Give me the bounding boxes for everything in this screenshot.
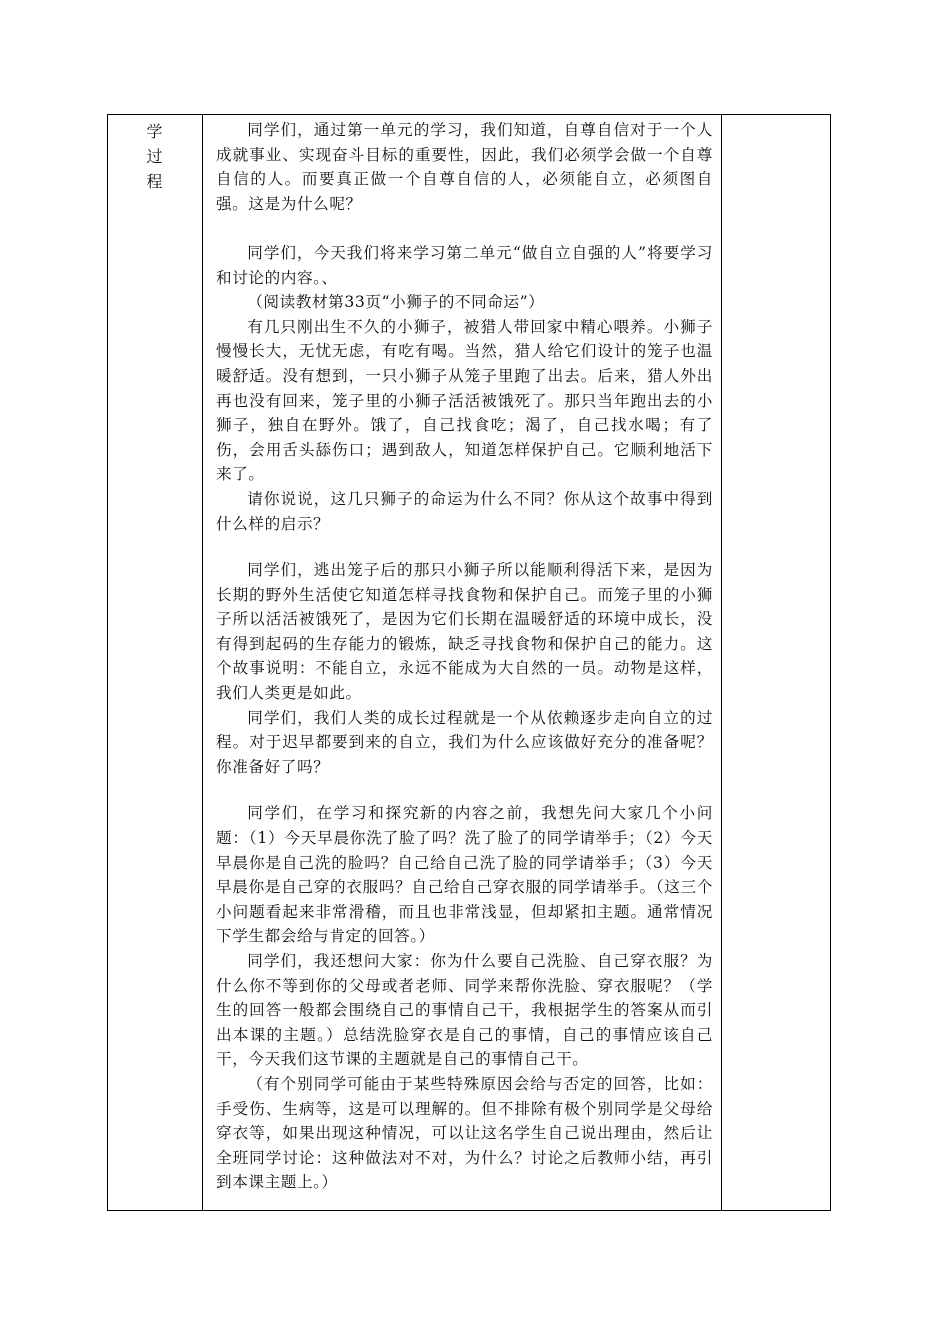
- lesson-table: [107, 114, 831, 1211]
- paragraph-lion-story: 有几只刚出生不久的小狮子，被猎人带回家中精心喂养。小狮子慢慢长大，无忧无虑，有吃有喝。当然，猎人给它们设计的笼子也温暖舒适。没有想到，一只小狮子从笼子里跑了出去。后来，猎人外出再也没有回来，笼子里的小狮子活活被饿死了。那只当年跑出去的小狮子，独自在野外。饿了，自己找食吃；渴了，自己找水喝；有了伤，会用舌头舔伤口；遇到敌人，知道怎样保护自己。它顺利地活下来了。: [216, 317, 713, 484]
- paragraph-exception-note: （有个别同学可能由于某些特殊原因会给与否定的回答，比如：手受伤、生病等，这是可以理解的。但不排除有极个别同学是父母给穿衣等，如果出现这种情况，可以让这名学生自己说出理由，然后让全班同学讨论：这种做法对不对，为什么？讨论之后教师小结，再引到本课主题上。）: [216, 1074, 713, 1192]
- paragraph-intro: 同学们，通过第一单元的学习，我们知道，自尊自信对于一个人成就事业、实现奋斗目标的重要性，因此，我们必须学会做一个自尊自信的人。而要真正做一个自尊自信的人，必须能自立，必须图自强。这是为什么呢？: [216, 121, 713, 213]
- paragraph-question: 请你说说，这几只狮子的命运为什么不同？你从这个故事中得到什么样的启示？: [216, 489, 713, 533]
- section-label-char: 过: [146, 147, 164, 166]
- paragraph-unit-intro: 同学们，今天我们将来学习第二单元“做自立自强的人”将要学习和讨论的内容。、: [216, 243, 713, 287]
- paragraph-growth: 同学们，我们人类的成长过程就是一个从依赖逐步走向自立的过程。对于迟早都要到来的自立，我们为什么应该做好充分的准备呢？你准备好了吗？: [216, 708, 713, 776]
- paragraph-lion-explanation: 同学们，逃出笼子后的那只小狮子所以能顺利得活下来，是因为长期的野外生活使它知道怎样寻找食物和保护自己。而笼子里的小狮子所以活活被饿死了，是因为它们长期在温暖舒适的环境中成长，没有得到起码的生存能力的锻炼，缺乏寻找食物和保护自己的能力。这个故事说明：不能自立，永远不能成为大自然的一员。动物是这样，我们人类更是如此。: [216, 561, 713, 703]
- notes-cell: [722, 115, 830, 1210]
- section-label-cell: [108, 115, 203, 1210]
- paragraph-small-questions: 同学们，在学习和探究新的内容之前，我想先问大家几个小问题：（1）今天早晨你洗了脸了吗？洗了脸了的同学请举手；（2）今天早晨你是自己洗的脸吗？自己给自己洗了脸的同学请举手；（3）今天早晨你是自己穿的衣服吗？自己给自己穿衣服的同学请举手。（这三个小问题看起来非常滑稽，而且也非常浅显，但却紧扣主题。通常情况下学生都会给与肯定的回答。）: [216, 804, 713, 946]
- section-label-char: 程: [146, 172, 164, 191]
- lesson-content-cell: [203, 115, 722, 1210]
- section-label-char: 学: [146, 122, 164, 141]
- paragraph-why-yourself: 同学们，我还想问大家：你为什么要自己洗脸、自己穿衣服？为什么你不等到你的父母或者老师、同学来帮你洗脸、穿衣服呢？（学生的回答一般都会围绕自己的事情自己干，我根据学生的答案从而引出本课的主题。）总结洗脸穿衣是自己的事情，自己的事情应该自己干，今天我们这节课的主题就是自己的事情自己干。: [216, 952, 713, 1069]
- paragraph-reading-note: （阅读教材第33页“小狮子的不同命运”）: [247, 293, 545, 312]
